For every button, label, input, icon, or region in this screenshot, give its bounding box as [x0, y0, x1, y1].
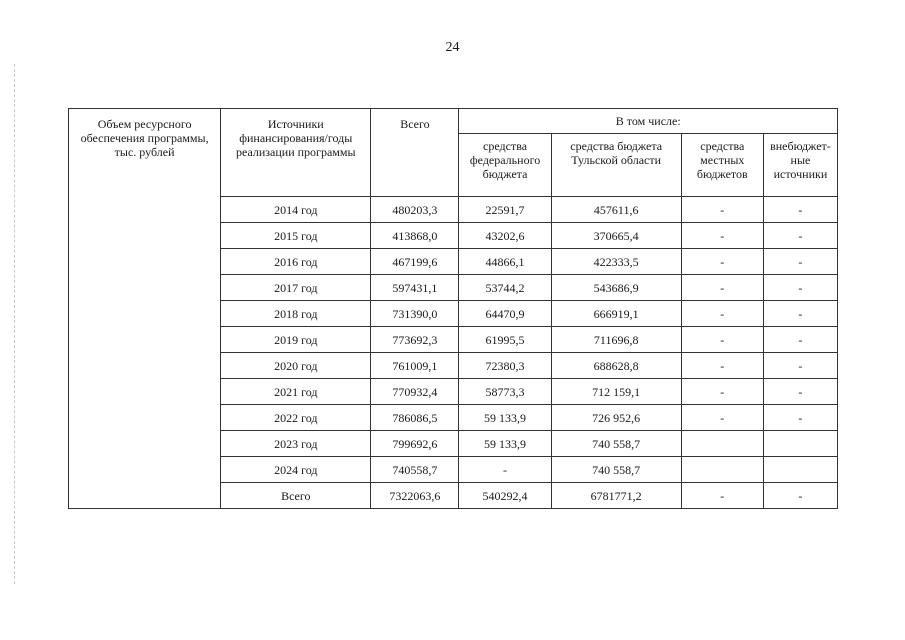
federal-cell: 43202,6 [459, 223, 551, 249]
extra-cell: - [763, 483, 837, 509]
extra-cell [763, 431, 837, 457]
regional-cell: 712 159,1 [551, 379, 681, 405]
local-cell: - [681, 405, 763, 431]
regional-cell: 726 952,6 [551, 405, 681, 431]
year-cell: 2014 год [221, 197, 371, 223]
extra-cell: - [763, 275, 837, 301]
federal-cell: - [459, 457, 551, 483]
total-cell: 761009,1 [371, 353, 459, 379]
extra-cell: - [763, 353, 837, 379]
total-cell: 773692,3 [371, 327, 459, 353]
total-cell: 480203,3 [371, 197, 459, 223]
extra-cell [763, 457, 837, 483]
extra-cell: - [763, 327, 837, 353]
federal-cell: 64470,9 [459, 301, 551, 327]
federal-cell: 58773,3 [459, 379, 551, 405]
extra-cell: - [763, 301, 837, 327]
regional-cell: 543686,9 [551, 275, 681, 301]
year-cell: 2021 год [221, 379, 371, 405]
regional-cell: 370665,4 [551, 223, 681, 249]
federal-cell: 59 133,9 [459, 405, 551, 431]
header-including: В том числе: [459, 109, 838, 134]
extra-cell: - [763, 223, 837, 249]
local-cell: - [681, 223, 763, 249]
total-cell: 786086,5 [371, 405, 459, 431]
regional-cell: 666919,1 [551, 301, 681, 327]
page-number: 24 [445, 40, 460, 55]
header-total: Всего [371, 109, 459, 197]
local-cell: - [681, 197, 763, 223]
year-cell: 2019 год [221, 327, 371, 353]
total-cell: 467199,6 [371, 249, 459, 275]
total-cell: 731390,0 [371, 301, 459, 327]
total-cell: 597431,1 [371, 275, 459, 301]
header-sources: Источники финансирования/годы реализации программы [221, 109, 371, 197]
year-cell: 2016 год [221, 249, 371, 275]
total-cell: 770932,4 [371, 379, 459, 405]
extra-cell: - [763, 379, 837, 405]
year-cell: 2015 год [221, 223, 371, 249]
header-volume: Объем ресурсного обеспечения программы, тыс. рублей [69, 109, 221, 509]
federal-cell: 53744,2 [459, 275, 551, 301]
header-regional: средства бюджета Тульской области [551, 134, 681, 197]
year-cell: Всего [221, 483, 371, 509]
extra-cell: - [763, 405, 837, 431]
year-cell: 2020 год [221, 353, 371, 379]
year-cell: 2017 год [221, 275, 371, 301]
local-cell: - [681, 301, 763, 327]
regional-cell: 711696,8 [551, 327, 681, 353]
local-cell: - [681, 275, 763, 301]
binding-margin-mark [14, 64, 15, 584]
funding-table [68, 108, 838, 509]
year-cell: 2024 год [221, 457, 371, 483]
local-cell: - [681, 483, 763, 509]
local-cell: - [681, 327, 763, 353]
total-cell: 740558,7 [371, 457, 459, 483]
federal-cell: 59 133,9 [459, 431, 551, 457]
total-cell: 799692,6 [371, 431, 459, 457]
extra-cell: - [763, 197, 837, 223]
year-cell: 2022 год [221, 405, 371, 431]
header-local: средства местных бюджетов [681, 134, 763, 197]
total-cell: 7322063,6 [371, 483, 459, 509]
regional-cell: 740 558,7 [551, 431, 681, 457]
year-cell: 2018 год [221, 301, 371, 327]
federal-cell: 61995,5 [459, 327, 551, 353]
total-cell: 413868,0 [371, 223, 459, 249]
federal-cell: 540292,4 [459, 483, 551, 509]
header-federal: средства федерального бюджета [459, 134, 551, 197]
local-cell: - [681, 249, 763, 275]
header-extra: внебюджет-ные источники [763, 134, 837, 197]
local-cell: - [681, 379, 763, 405]
regional-cell: 688628,8 [551, 353, 681, 379]
regional-cell: 6781771,2 [551, 483, 681, 509]
local-cell [681, 431, 763, 457]
header-row-1 [69, 109, 838, 134]
local-cell: - [681, 353, 763, 379]
regional-cell: 422333,5 [551, 249, 681, 275]
regional-cell: 457611,6 [551, 197, 681, 223]
regional-cell: 740 558,7 [551, 457, 681, 483]
federal-cell: 44866,1 [459, 249, 551, 275]
extra-cell: - [763, 249, 837, 275]
federal-cell: 72380,3 [459, 353, 551, 379]
federal-cell: 22591,7 [459, 197, 551, 223]
year-cell: 2023 год [221, 431, 371, 457]
local-cell [681, 457, 763, 483]
